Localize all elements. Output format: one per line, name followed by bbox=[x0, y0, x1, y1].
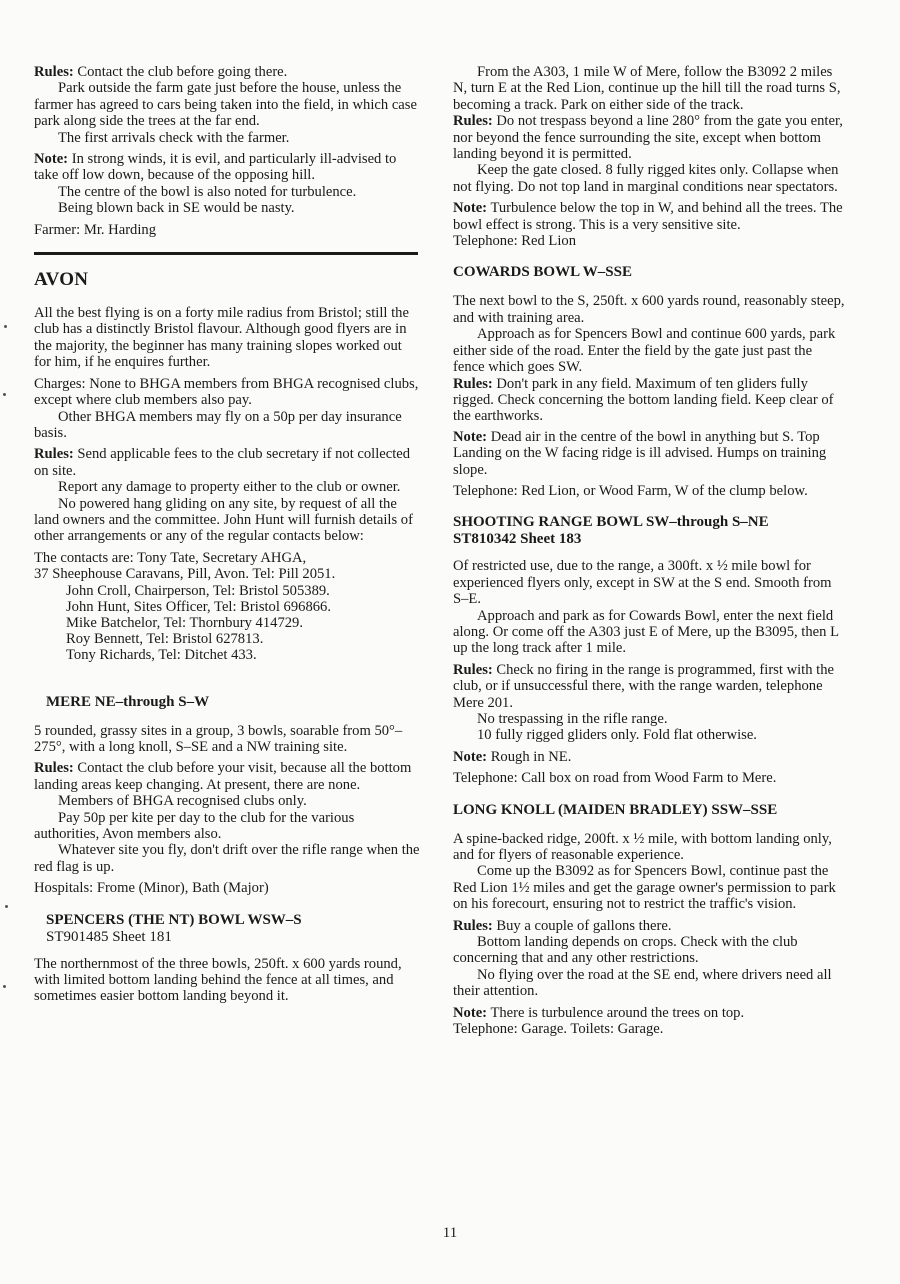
avon-other-members: Other BHGA members may fly on a 50p per day insurance basis. bbox=[34, 408, 402, 441]
mere-rules: Rules: Contact the club before your visit, because all the bottom landing areas keep changing. At present, there are none. bbox=[34, 760, 412, 793]
cowards-desc: The next bowl to the S, 250ft. x 600 yards round, reasonably steep, and with training area. bbox=[453, 293, 845, 326]
shooting-rules: Rules: Check no firing in the range is programmed, first with the club, or if unsuccessful there, with the range warden, telephone Mere 201. bbox=[453, 661, 834, 711]
avon-contacts bbox=[34, 550, 420, 663]
shooting-ten-fully: 10 fully rigged gliders only. Fold flat otherwise. bbox=[477, 727, 757, 744]
scan-speck bbox=[4, 325, 7, 328]
contact-line: John Hunt, Sites Officer, Tel: Bristol 696866. bbox=[66, 598, 331, 615]
page-number: 11 bbox=[442, 1225, 458, 1241]
contact-line: John Croll, Chairperson, Tel: Bristol 505389. bbox=[66, 582, 330, 599]
mere-members: Members of BHGA recognised clubs only. bbox=[58, 793, 307, 810]
scan-speck bbox=[3, 393, 6, 396]
long-knoll-bottom: Bottom landing depends on crops. Check with the club concerning that and any other restrictions. bbox=[453, 934, 798, 967]
spencers-rules: Rules: Do not trespass beyond a line 280° from the gate you enter, nor beyond the fence surrounding the site, except when bottom landing beyond it is permitted. bbox=[453, 113, 843, 163]
long-knoll-desc: A spine-backed ridge, 200ft. x ½ mile, with bottom landing only, and for flyers of reasonable experience. bbox=[453, 830, 832, 864]
spencers-approach: From the A303, 1 mile W of Mere, follow the B3092 2 miles N, turn E at the Red Lion, continue up the hill till the road turns S, becoming a track. Park on either side of the track. bbox=[453, 64, 841, 113]
cowards-rules: Rules: Don't park in any field. Maximum of ten gliders fully rigged. Check concerning the bottom landing field. Keep clear of the earthworks. bbox=[453, 375, 834, 425]
long-knoll-note: Note: There is turbulence around the trees on top. bbox=[453, 1004, 745, 1021]
intro-rules: Rules: Contact the club before going there. bbox=[34, 64, 288, 80]
contacts-intro: The contacts are: Tony Tate, Secretary AHGA, bbox=[34, 549, 307, 566]
long-knoll-telephone: Telephone: Garage. Toilets: Garage. bbox=[453, 1021, 664, 1038]
intro-blown: Being blown back in SE would be nasty. bbox=[58, 200, 295, 217]
cowards-telephone: Telephone: Red Lion, or Wood Farm, W of the clump below. bbox=[453, 482, 808, 499]
spencers-heading: SPENCERS (THE NT) BOWL WSW–S ST901485 Sheet 181 bbox=[46, 911, 302, 945]
cowards-note: Note: Dead air in the centre of the bowl in anything but S. Top Landing on the W facing ridge is ill advised. Humps on training slope. bbox=[453, 428, 827, 478]
spencers-telephone: Telephone: Red Lion bbox=[453, 233, 576, 250]
intro-note: Note: In strong winds, it is evil, and particularly ill-advised to take off low down, because of the opposing hill. bbox=[34, 151, 397, 184]
avon-report: Report any damage to property either to the club or owner. bbox=[58, 479, 401, 496]
avon-heading: AVON bbox=[34, 269, 89, 291]
shooting-telephone: Telephone: Call box on road from Wood Farm to Mere. bbox=[453, 770, 777, 787]
mere-hospitals: Hospitals: Frome (Minor), Bath (Major) bbox=[34, 880, 269, 897]
scan-speck bbox=[3, 985, 6, 988]
shooting-desc: Of restricted use, due to the range, a 300ft. x ½ mile bowl for experienced flyers only, except in SW at the S end. Smooth from S–E. bbox=[453, 558, 832, 608]
intro-farmer: Farmer: Mr. Harding bbox=[34, 221, 156, 238]
long-knoll-rules: Rules: Buy a couple of gallons there. bbox=[453, 917, 672, 934]
mere-heading: MERE NE–through S–W bbox=[46, 693, 210, 710]
right-column bbox=[453, 64, 845, 1043]
avon-intro: All the best flying is on a forty mile radius from Bristol; still the club has a distinctly Bristol flavour. Although good flyers are in the majority, the beginner has many training slopes worked out for him, if he enquires further. bbox=[34, 305, 409, 371]
spencers-note: Note: Turbulence below the top in W, and behind all the trees. The bowl effect is strong. This is a very sensitive site. bbox=[453, 200, 843, 233]
spencers-gate: Keep the gate closed. 8 fully rigged kites only. Collapse when not flying. Do not top land in marginal conditions near spectators. bbox=[453, 162, 839, 195]
scan-speck bbox=[5, 905, 8, 908]
intro-centre: The centre of the bowl is also noted for turbulence. bbox=[58, 183, 357, 200]
shooting-no-trespass: No trespassing in the rifle range. bbox=[477, 711, 668, 727]
mere-pay: Pay 50p per kite per day to the club for the various authorities, Avon members also. bbox=[34, 809, 355, 842]
mere-desc: 5 rounded, grassy sites in a group, 3 bowls, soarable from 50°–275°, with a long knoll, S–SE and a NW training site. bbox=[34, 722, 403, 755]
intro-arrivals: The first arrivals check with the farmer. bbox=[58, 129, 290, 146]
shooting-approach: Approach and park as for Cowards Bowl, enter the next field along. Or come off the A303 just E of Mere, up the B3095, then L up the long track after 1 mile. bbox=[453, 607, 839, 657]
section-divider bbox=[34, 252, 418, 255]
shooting-note: Note: Rough in NE. bbox=[453, 748, 572, 765]
left-column bbox=[34, 64, 420, 1010]
cowards-approach: Approach as for Spencers Bowl and continue 600 yards, park either side of the road. Enter the field by the gate just past the fence which goes SW. bbox=[453, 326, 836, 376]
long-knoll-come-up: Come up the B3092 as for Spencers Bowl, continue past the Red Lion 1½ miles and get the garage owner's permission to park on his forecourt, ensuring not to restrict the traffic's vision. bbox=[453, 863, 836, 913]
avon-charges: Charges: None to BHGA members from BHGA recognised clubs, except where club members also pay. bbox=[34, 375, 419, 409]
intro-park: Park outside the farm gate just before the house, unless the farmer has agreed to cars being taken into the field, in which case park along side the trees at the far end. bbox=[34, 80, 417, 130]
shooting-heading: SHOOTING RANGE BOWL SW–through S–NE ST810342 Sheet 183 bbox=[453, 514, 769, 548]
cowards-heading: COWARDS BOWL W–SSE bbox=[453, 264, 632, 281]
contact-line: Roy Bennett, Tel: Bristol 627813. bbox=[66, 630, 264, 647]
contacts-address: 37 Sheephouse Caravans, Pill, Avon. Tel: Pill 2051. bbox=[34, 566, 336, 583]
long-knoll-no-flying: No flying over the road at the SE end, where drivers need all their attention. bbox=[453, 966, 832, 1000]
mere-whatever: Whatever site you fly, don't drift over the rifle range when the red flag is up. bbox=[34, 842, 420, 875]
spencers-desc: The northernmost of the three bowls, 250ft. x 600 yards round, with limited bottom landing behind the fence at all times, and sometimes easier bottom landing beyond it. bbox=[34, 955, 402, 1005]
contact-line: Tony Richards, Tel: Ditchet 433. bbox=[66, 646, 257, 663]
contact-line: Mike Batchelor, Tel: Thornbury 414729. bbox=[66, 614, 303, 631]
avon-rules: Rules: Send applicable fees to the club secretary if not collected on site. bbox=[34, 446, 411, 479]
long-knoll-heading: LONG KNOLL (MAIDEN BRADLEY) SSW–SSE bbox=[453, 801, 778, 818]
avon-no-powered: No powered hang gliding on any site, by request of all the land owners and the committee. John Hunt will furnish details of other arrangements or any of the regular contacts below: bbox=[34, 495, 413, 545]
